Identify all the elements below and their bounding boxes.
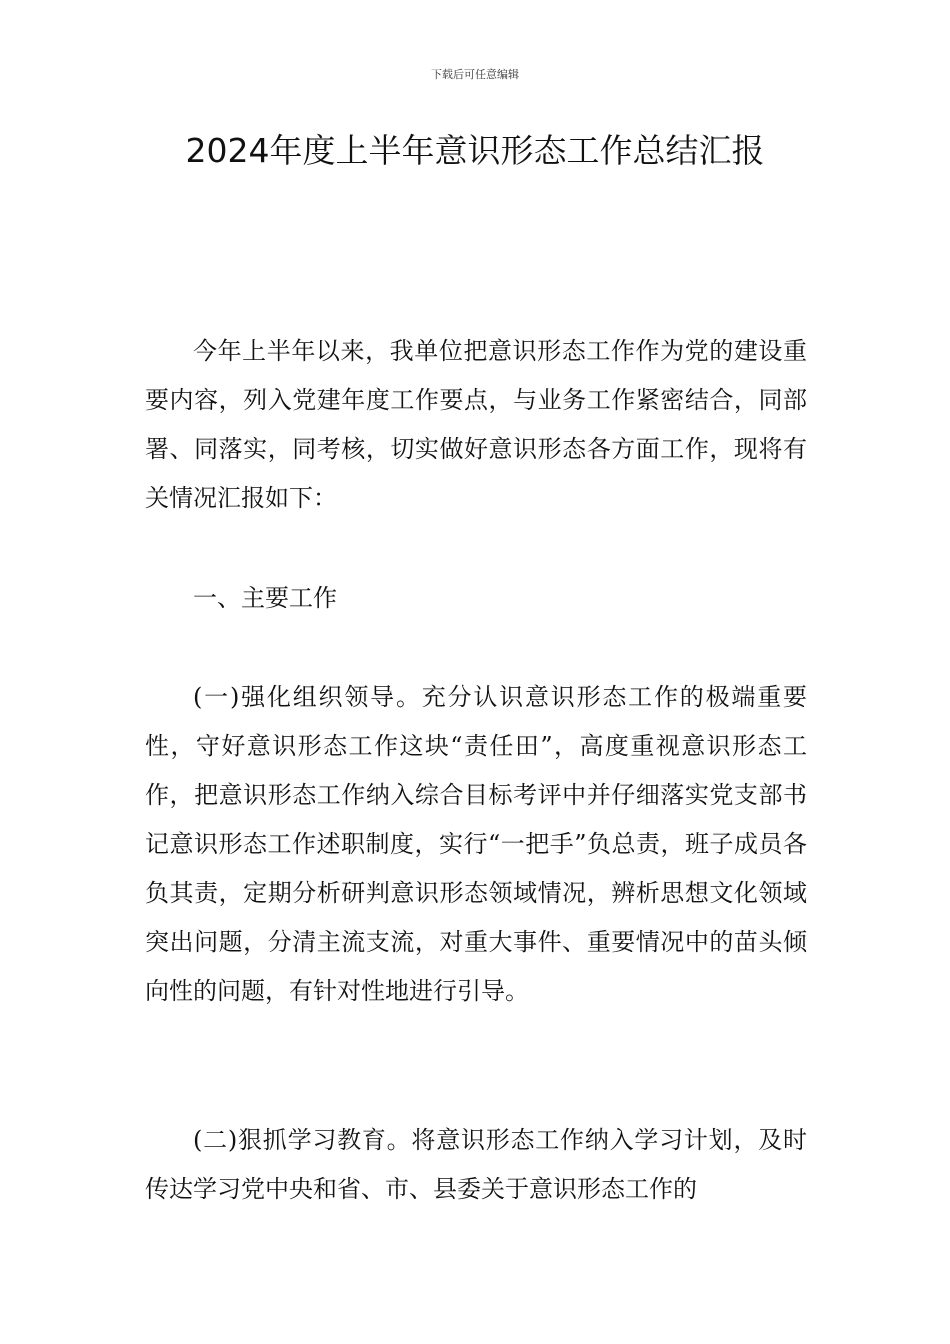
document-title: 2024年度上半年意识形态工作总结汇报 <box>185 131 765 170</box>
item-2-paragraph: (二)狠抓学习教育。将意识形态工作纳入学习计划，及时传达学习党中央和省、市、县委关于意识形态工作的 <box>145 1126 807 1203</box>
section-heading: 一、主要工作 <box>193 584 337 612</box>
header-note: 下载后可任意编辑 <box>431 68 519 81</box>
intro-paragraph: 今年上半年以来，我单位把意识形态工作作为党的建设重要内容，列入党建年度工作要点，与业务工作紧密结合，同部署、同落实，同考核，切实做好意识形态各方面工作，现将有关情况汇报如下： <box>145 337 807 512</box>
item-1-paragraph: (一)强化组织领导。充分认识意识形态工作的极端重要性，守好意识形态工作这块“责任田”，高度重视意识形态工作，把意识形态工作纳入综合目标考评中并仔细落实党支部书记意识形态工作述职制度，实行“一把手”负总责，班子成员各负其责，定期分析研判意识形态领域情况，辨析思想文化领域突出问题，分清主流支流，对重大事件、重要情况中的苗头倾向性的问题，有针对性地进行引导。 <box>145 683 807 1005</box>
